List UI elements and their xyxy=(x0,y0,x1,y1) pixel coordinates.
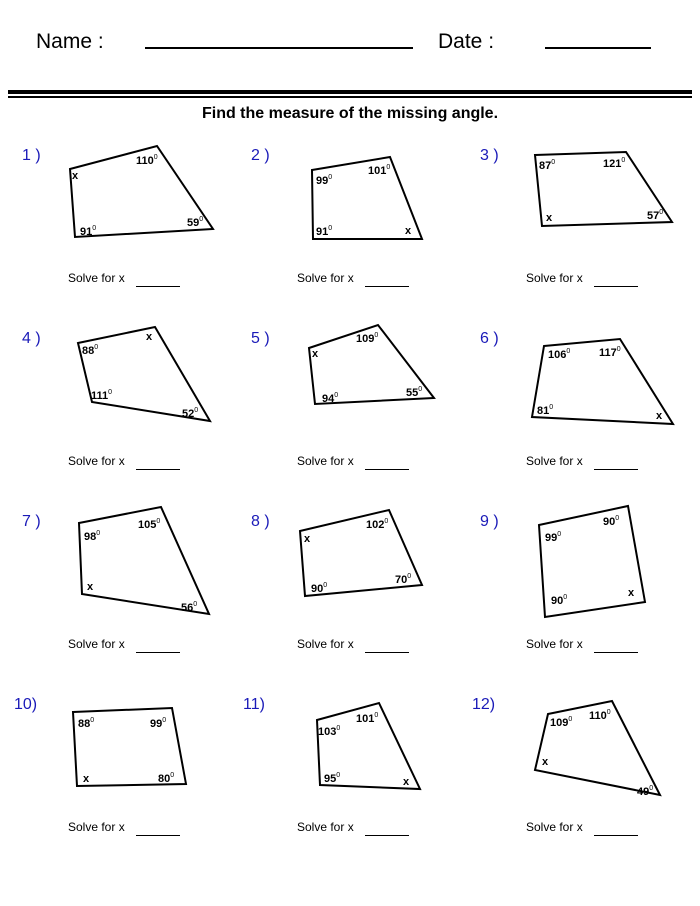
angle-label xyxy=(356,710,378,725)
angle-value: 117 xyxy=(599,347,617,359)
degree-mark: 0 xyxy=(374,712,379,719)
problem-number: 7 ) xyxy=(22,513,41,530)
problem-number: 9 ) xyxy=(480,513,499,530)
angle-value: 88 xyxy=(82,345,95,357)
degree-mark: 0 xyxy=(606,709,611,716)
degree-mark: 0 xyxy=(199,216,204,223)
degree-mark: 0 xyxy=(621,157,626,164)
angle-value: 101 xyxy=(368,165,387,177)
angle-label xyxy=(603,513,619,528)
angle-label xyxy=(84,528,100,543)
date-label: Date : xyxy=(438,30,495,53)
angle-value: x xyxy=(403,776,410,788)
answer-blank[interactable] xyxy=(136,286,180,287)
angle-value: x xyxy=(304,533,311,545)
solve-for-x-label: Solve for x xyxy=(297,454,354,468)
problem-number: 8 ) xyxy=(251,513,270,530)
angle-value: 87 xyxy=(539,160,552,172)
problem-number: 4 ) xyxy=(22,330,41,347)
angle-label xyxy=(368,162,390,177)
unknown-angle-label xyxy=(542,756,548,768)
angle-label xyxy=(150,715,166,730)
angle-label xyxy=(550,714,572,729)
angle-value: 98 xyxy=(84,531,97,543)
angle-label xyxy=(537,402,553,417)
degree-mark: 0 xyxy=(386,164,391,171)
degree-mark: 0 xyxy=(407,573,412,580)
name-label: Name : xyxy=(36,30,104,53)
degree-mark: 0 xyxy=(384,518,389,525)
angle-value: 110 xyxy=(136,155,154,167)
angle-value: 90 xyxy=(311,583,324,595)
angle-value: x xyxy=(312,348,319,360)
angle-value: 90 xyxy=(551,595,564,607)
angle-value: 59 xyxy=(187,217,200,229)
answer-blank[interactable] xyxy=(594,469,638,470)
degree-mark: 0 xyxy=(566,348,571,355)
angle-label xyxy=(545,529,561,544)
angle-value: 105 xyxy=(138,519,157,531)
angle-value: 52 xyxy=(182,408,195,420)
answer-blank[interactable] xyxy=(136,835,180,836)
degree-mark: 0 xyxy=(170,772,175,779)
angle-label xyxy=(406,384,422,399)
angle-value: 121 xyxy=(603,158,622,170)
angle-value: 90 xyxy=(603,516,616,528)
angle-value: 109 xyxy=(550,717,569,729)
angle-value: 99 xyxy=(316,175,329,187)
degree-mark: 0 xyxy=(153,154,158,161)
answer-blank[interactable] xyxy=(594,286,638,287)
degree-mark: 0 xyxy=(336,772,341,779)
answer-blank[interactable] xyxy=(136,469,180,470)
answer-blank[interactable] xyxy=(365,469,409,470)
unknown-angle-label xyxy=(403,776,409,788)
degree-mark: 0 xyxy=(616,346,621,353)
answer-blank[interactable] xyxy=(365,286,409,287)
solve-for-x-label: Solve for x xyxy=(68,271,125,285)
solve-for-x-label: Solve for x xyxy=(297,271,354,285)
angle-value: 102 xyxy=(366,519,385,531)
angle-label xyxy=(356,330,378,345)
angle-value: 95 xyxy=(324,773,337,785)
angle-value: 57 xyxy=(647,210,660,222)
unknown-angle-label xyxy=(304,533,310,545)
angle-value: 110 xyxy=(589,710,607,722)
degree-mark: 0 xyxy=(90,717,95,724)
degree-mark: 0 xyxy=(659,209,664,216)
angle-label xyxy=(395,571,411,586)
angle-value: x xyxy=(405,225,412,237)
degree-mark: 0 xyxy=(162,717,167,724)
degree-mark: 0 xyxy=(193,601,198,608)
angle-label xyxy=(366,516,388,531)
degree-mark: 0 xyxy=(649,785,654,792)
angle-value: 88 xyxy=(78,718,91,730)
angle-label xyxy=(138,516,160,531)
angle-value: x xyxy=(72,170,79,182)
angle-label xyxy=(603,155,625,170)
angle-value: 81 xyxy=(537,405,550,417)
degree-mark: 0 xyxy=(94,344,99,351)
answer-blank[interactable] xyxy=(594,835,638,836)
angle-value: x xyxy=(628,587,635,599)
angle-value: x xyxy=(146,331,153,343)
problem-number: 6 ) xyxy=(480,330,499,347)
angle-value: 70 xyxy=(395,574,408,586)
problem-number: 2 ) xyxy=(251,147,270,164)
solve-for-x-label: Solve for x xyxy=(526,820,583,834)
problem-number: 10) xyxy=(14,696,38,713)
degree-mark: 0 xyxy=(336,725,341,732)
problem-number: 12) xyxy=(472,696,496,713)
angle-value: x xyxy=(546,212,553,224)
degree-mark: 0 xyxy=(323,582,328,589)
angle-label xyxy=(539,157,555,172)
angle-label xyxy=(599,344,621,359)
angle-value: 99 xyxy=(150,718,163,730)
angle-label xyxy=(182,405,198,420)
answer-blank[interactable] xyxy=(594,652,638,653)
unknown-angle-label xyxy=(87,581,93,593)
unknown-angle-label xyxy=(72,170,78,182)
angle-value: 103 xyxy=(318,726,337,738)
degree-mark: 0 xyxy=(156,518,161,525)
degree-mark: 0 xyxy=(615,515,620,522)
angle-label xyxy=(136,152,158,167)
unknown-angle-label xyxy=(405,225,411,237)
angle-value: 111 xyxy=(91,390,109,402)
solve-for-x-label: Solve for x xyxy=(297,820,354,834)
angle-value: 91 xyxy=(316,226,329,238)
angle-value: x xyxy=(87,581,94,593)
solve-for-x-label: Solve for x xyxy=(526,271,583,285)
angle-value: 80 xyxy=(158,773,171,785)
angle-label xyxy=(82,342,98,357)
answer-blank[interactable] xyxy=(365,652,409,653)
angle-value: 49 xyxy=(637,786,650,798)
solve-for-x-label: Solve for x xyxy=(68,637,125,651)
angle-label xyxy=(322,390,338,405)
angle-label xyxy=(589,707,611,722)
degree-mark: 0 xyxy=(92,225,97,232)
degree-mark: 0 xyxy=(549,404,554,411)
problem-number: 11) xyxy=(243,696,265,713)
unknown-angle-label xyxy=(312,348,318,360)
angle-label xyxy=(647,207,663,222)
unknown-angle-label xyxy=(628,587,634,599)
angle-value: 91 xyxy=(80,226,93,238)
angle-value: x xyxy=(542,756,549,768)
degree-mark: 0 xyxy=(374,332,379,339)
answer-blank[interactable] xyxy=(136,652,180,653)
unknown-angle-label xyxy=(546,212,552,224)
angle-label xyxy=(324,770,340,785)
angle-value: 99 xyxy=(545,532,558,544)
angle-label xyxy=(551,592,567,607)
angle-label xyxy=(318,723,340,738)
angle-label xyxy=(158,770,174,785)
solve-for-x-label: Solve for x xyxy=(297,637,354,651)
degree-mark: 0 xyxy=(568,716,573,723)
angle-label xyxy=(311,580,327,595)
solve-for-x-label: Solve for x xyxy=(526,637,583,651)
angle-label xyxy=(316,223,332,238)
degree-mark: 0 xyxy=(328,225,333,232)
angle-label xyxy=(80,223,96,238)
angle-label xyxy=(187,214,203,229)
solve-for-x-label: Solve for x xyxy=(68,820,125,834)
angle-value: x xyxy=(83,773,90,785)
angle-label xyxy=(316,172,332,187)
problem-number: 1 ) xyxy=(22,147,41,164)
degree-mark: 0 xyxy=(557,531,562,538)
degree-mark: 0 xyxy=(96,530,101,537)
unknown-angle-label xyxy=(146,331,152,343)
degree-mark: 0 xyxy=(328,174,333,181)
worksheet-title: Find the measure of the missing angle. xyxy=(201,105,499,122)
degree-mark: 0 xyxy=(563,594,568,601)
unknown-angle-label xyxy=(83,773,89,785)
angle-value: 94 xyxy=(322,393,335,405)
degree-mark: 0 xyxy=(194,407,199,414)
answer-blank[interactable] xyxy=(365,835,409,836)
degree-mark: 0 xyxy=(108,389,113,396)
problem-number: 3 ) xyxy=(480,147,499,164)
solve-for-x-label: Solve for x xyxy=(526,454,583,468)
angle-value: 106 xyxy=(548,349,567,361)
angle-label xyxy=(548,346,570,361)
solve-for-x-label: Solve for x xyxy=(68,454,125,468)
angle-value: 109 xyxy=(356,333,375,345)
degree-mark: 0 xyxy=(418,386,423,393)
angle-value: 56 xyxy=(181,602,194,614)
angle-label xyxy=(91,387,112,402)
angle-label xyxy=(181,599,197,614)
degree-mark: 0 xyxy=(551,159,556,166)
angle-label xyxy=(637,783,653,798)
angle-value: x xyxy=(656,410,663,422)
unknown-angle-label xyxy=(656,410,662,422)
degree-mark: 0 xyxy=(334,392,339,399)
angle-value: 55 xyxy=(406,387,419,399)
problem-number: 5 ) xyxy=(251,330,270,347)
angle-label xyxy=(78,715,94,730)
angle-value: 101 xyxy=(356,713,375,725)
